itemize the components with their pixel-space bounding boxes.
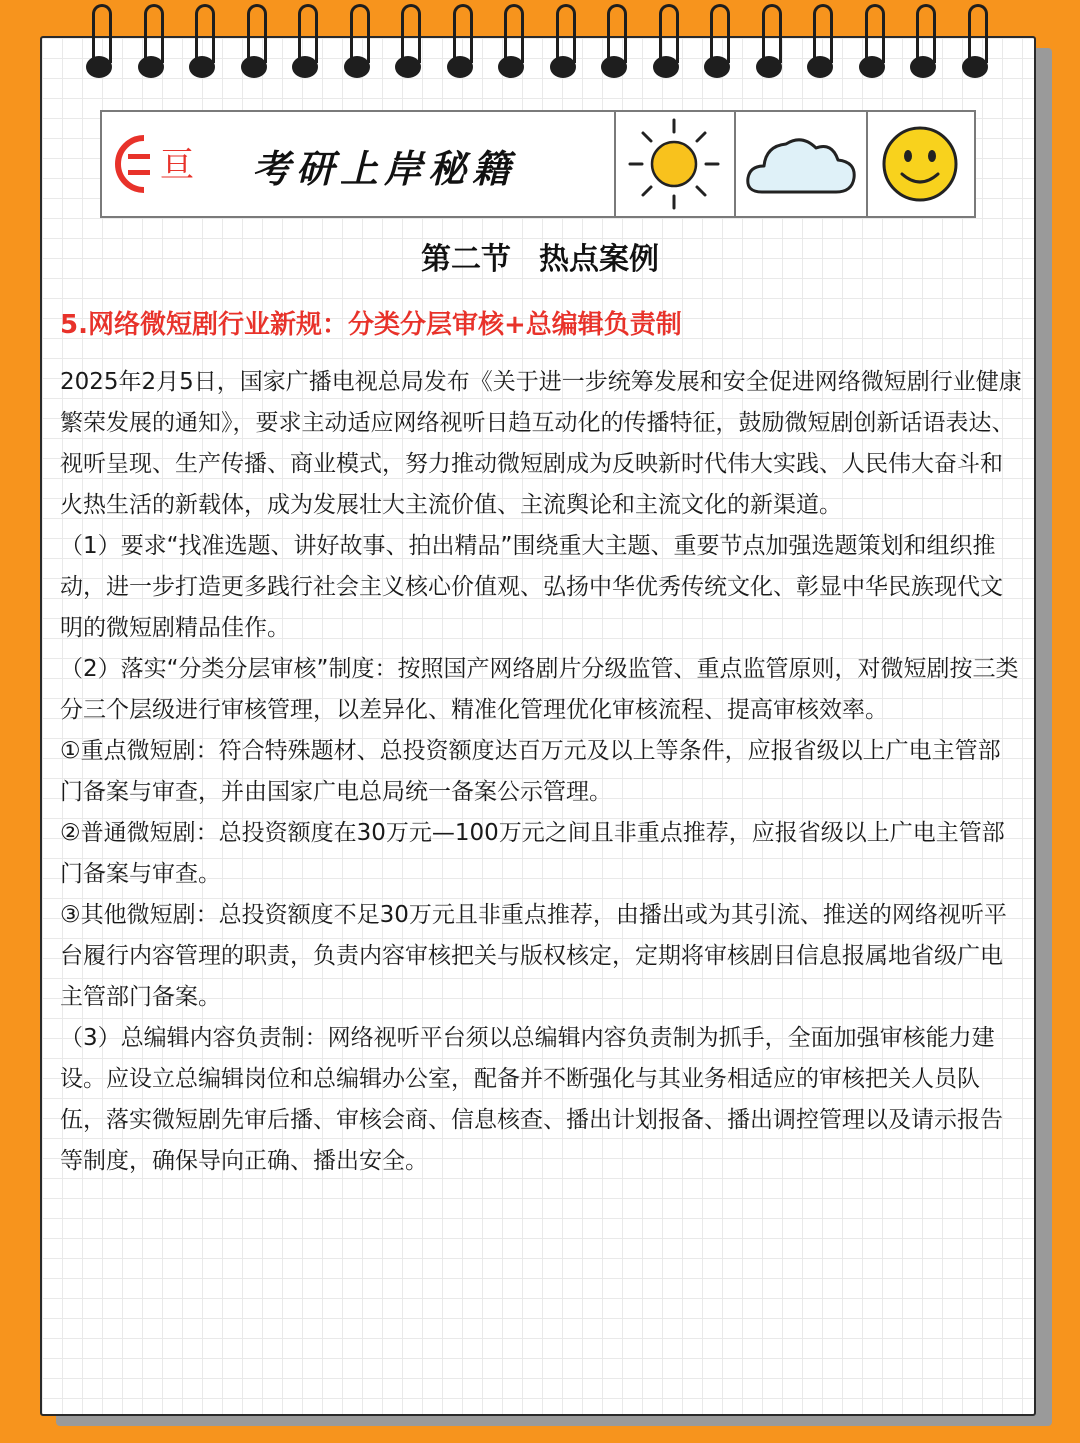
logo-glyph: 亘 <box>160 145 194 185</box>
binding-ring <box>710 4 728 78</box>
header-banner <box>100 110 976 218</box>
brand-logo <box>114 132 194 196</box>
binding-ring <box>195 4 213 78</box>
binding-ring <box>968 4 986 78</box>
binding-ring <box>556 4 574 78</box>
paragraph-point-3: （3）总编辑内容负责制：网络视听平台须以总编辑内容负责制为抓手，全面加强审核能力建设。应设立总编辑岗位和总编辑办公室，配备并不断强化与其业务相适应的审核把关人员队伍，落实微短剧先审后播、审核会商、信息核查、播出计划报备、播出调控管理以及请示报告等制度，确保导向正确、播出安全。 <box>60 1025 1003 1174</box>
header-cloud-cell <box>736 112 868 216</box>
header-brand-cell <box>102 112 616 216</box>
binding-ring <box>453 4 471 78</box>
cloud-icon <box>736 112 868 216</box>
binding-ring <box>865 4 883 78</box>
binding-ring <box>401 4 419 78</box>
brand-title: 考研上岸秘籍 <box>252 146 517 191</box>
header-smiley-cell <box>868 112 974 216</box>
spiral-binding <box>0 0 1080 90</box>
paragraph-sub-2: ②普通微短剧：总投资额度在30万元—100万元之间且非重点推荐，应报省级以上广电主管部门备案与审查。 <box>60 820 1005 887</box>
header-sun-cell <box>616 112 736 216</box>
paragraph-sub-1: ①重点微短剧：符合特殊题材、总投资额度达百万元及以上等条件，应报省级以上广电主管部门备案与审查，并由国家广电总局统一备案公示管理。 <box>60 738 1001 805</box>
case-subheading: 5.网络微短剧行业新规：分类分层审核+总编辑负责制 <box>60 310 682 340</box>
smiley-icon <box>868 112 974 216</box>
binding-ring <box>144 4 162 78</box>
binding-ring <box>916 4 934 78</box>
binding-ring <box>247 4 265 78</box>
binding-ring <box>92 4 110 78</box>
sun-icon <box>616 112 736 216</box>
binding-ring <box>504 4 522 78</box>
section-heading: 热点案例 <box>539 242 659 277</box>
paragraph-sub-3: ③其他微短剧：总投资额度不足30万元且非重点推荐，由播出或为其引流、推送的网络视听平台履行内容管理的职责，负责内容审核把关与版权核定，定期将审核剧目信息报属地省级广电主管部门备案。 <box>60 902 1007 1010</box>
binding-ring <box>762 4 780 78</box>
binding-ring <box>298 4 316 78</box>
paragraph-intro: 2025年2月5日，国家广播电视总局发布《关于进一步统筹发展和安全促进网络微短剧行业健康繁荣发展的通知》，要求主动适应网络视听日趋互动化的传播特征，鼓励微短剧创新话语表达、视听呈现、生产传播、商业模式，努力推动微短剧成为反映新时代伟大实践、人民伟大奋斗和火热生活的新载体，成为发展壮大主流价值、主流舆论和主流文化的新渠道。 <box>60 369 1022 518</box>
article-body <box>60 362 1022 1182</box>
paragraph-point-2: （2）落实“分类分层审核”制度：按照国产网络剧片分级监管、重点监管原则，对微短剧按三类分三个层级进行审核管理，以差异化、精准化管理优化审核流程、提高审核效率。 <box>60 656 1019 723</box>
paragraph-point-1: （1）要求“找准选题、讲好故事、拍出精品”围绕重大主题、重要节点加强选题策划和组织推动，进一步打造更多践行社会主义核心价值观、弘扬中华优秀传统文化、彰显中华民族现代文明的微短剧精品佳作。 <box>60 533 1003 641</box>
binding-ring <box>350 4 368 78</box>
binding-ring <box>659 4 677 78</box>
section-title <box>0 234 1080 278</box>
binding-ring <box>607 4 625 78</box>
binding-ring <box>813 4 831 78</box>
section-label: 第二节 <box>421 242 511 277</box>
